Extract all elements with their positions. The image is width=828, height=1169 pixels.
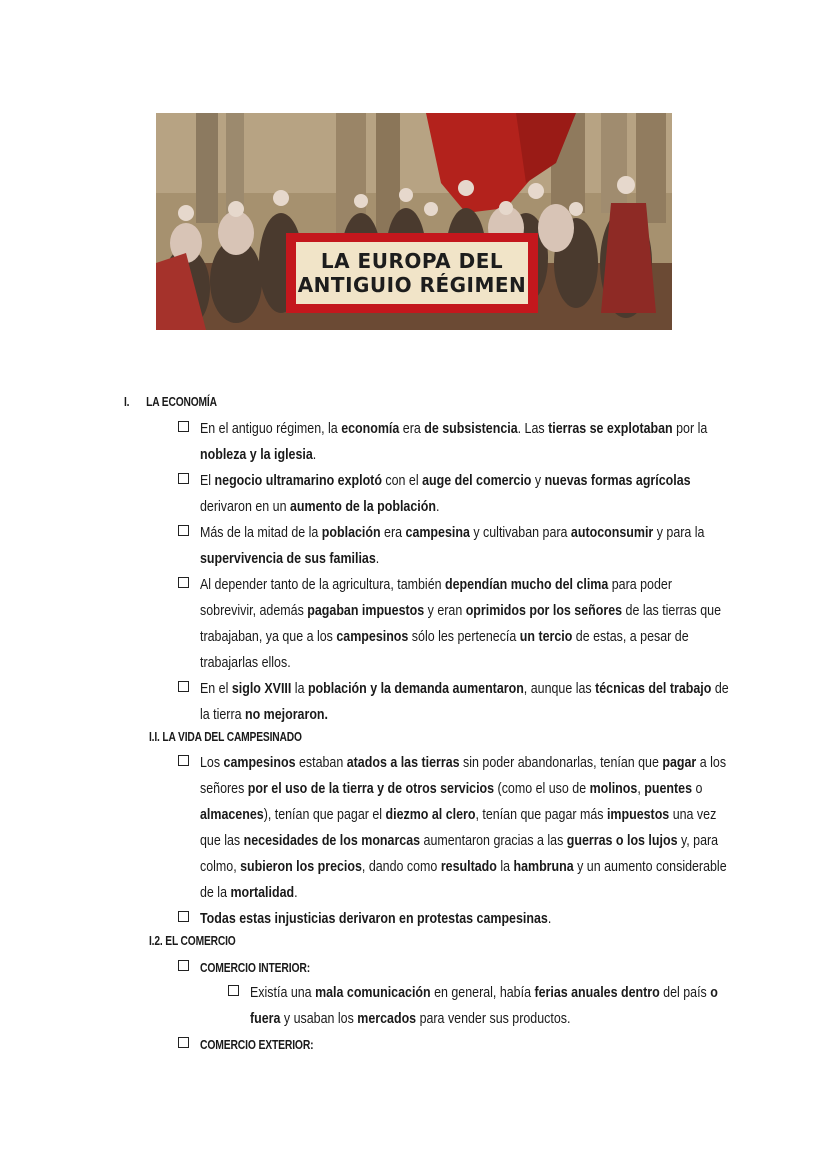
emphasis-text: población xyxy=(321,524,381,541)
checkbox[interactable] xyxy=(178,525,189,536)
body-text: y cultivaban para xyxy=(469,524,571,541)
body-text: . xyxy=(312,446,317,463)
header-banner xyxy=(156,113,672,330)
body-text: a los señores xyxy=(200,754,727,797)
emphasis-text: población y la demanda aumentaron xyxy=(307,680,524,697)
comercio-interior-label: COMERCIO INTERIOR: xyxy=(200,961,310,975)
body-text: derivaron en un xyxy=(200,498,290,515)
item-text xyxy=(250,980,731,1032)
emphasis-text: nobleza y la iglesia xyxy=(200,446,313,463)
emphasis-text: nuevas formas agrícolas xyxy=(544,472,691,489)
body-text: (como el uso de xyxy=(494,780,590,797)
body-text: y eran xyxy=(424,602,466,619)
checkbox[interactable] xyxy=(178,755,189,766)
emphasis-text: hambruna xyxy=(513,858,574,875)
emphasis-text: un tercio xyxy=(519,628,573,645)
body-text: , dando como xyxy=(361,858,441,875)
body-text: . Las xyxy=(517,420,549,437)
emphasis-text: negocio ultramarino explotó xyxy=(214,472,382,489)
body-text: y, para colmo, xyxy=(200,832,719,875)
body-text: una vez que las xyxy=(200,806,717,849)
body-text: , xyxy=(637,780,645,797)
banner-title-line-1: LA EUROPA DEL xyxy=(320,249,504,273)
body-text: aumentaron gracias a las xyxy=(420,832,567,849)
emphasis-text: atados a las tierras xyxy=(346,754,460,771)
body-text: era xyxy=(380,524,406,541)
body-text: Los xyxy=(200,754,224,771)
body-text: y para la xyxy=(653,524,705,541)
emphasis-text: mala comunicación xyxy=(315,984,431,1001)
emphasis-text: diezmo al clero xyxy=(385,806,476,823)
emphasis-text: molinos xyxy=(589,780,638,797)
body-text: de estas, a pesar de trabajarlas ellos. xyxy=(200,628,689,671)
emphasis-text: campesinos xyxy=(336,628,409,645)
emphasis-text: autoconsumir xyxy=(570,524,654,541)
body-text: para poder sobrevivir, además xyxy=(200,576,672,619)
body-text: o xyxy=(691,780,703,797)
body-text: y un aumento considerable de la xyxy=(200,858,727,901)
body-text: la xyxy=(291,680,308,697)
body-text: . xyxy=(435,498,440,515)
item-text xyxy=(200,520,731,572)
banner-title-line-2: ANTIGUIO RÉGIMEN xyxy=(297,273,527,297)
section-heading-economia xyxy=(124,395,217,409)
emphasis-text: Todas estas injusticias derivaron en protestas campesinas xyxy=(200,910,548,927)
banner-title-panel xyxy=(296,242,528,304)
body-text: En el antiguo régimen, la xyxy=(200,420,342,437)
emphasis-text: subieron los precios xyxy=(240,858,362,875)
section-number: I. xyxy=(124,395,130,409)
body-text: con el xyxy=(381,472,423,489)
section-title: LA ECONOMÍA xyxy=(146,395,217,409)
emphasis-text: resultado xyxy=(440,858,497,875)
item-text xyxy=(200,906,731,932)
checkbox[interactable] xyxy=(178,1037,189,1048)
body-text: del país xyxy=(659,984,711,1001)
emphasis-text: puentes xyxy=(644,780,692,797)
body-text: sólo les pertenecía xyxy=(408,628,520,645)
emphasis-text: supervivencia de sus familias xyxy=(200,550,376,567)
checkbox[interactable] xyxy=(228,985,239,996)
item-text xyxy=(200,416,731,468)
emphasis-text: auge del comercio xyxy=(422,472,532,489)
body-text: de la tierra xyxy=(200,680,729,723)
emphasis-text: tierras se explotaban xyxy=(548,420,673,437)
emphasis-text: impuestos xyxy=(606,806,670,823)
body-text: Al depender tanto de la agricultura, también xyxy=(200,576,446,593)
emphasis-text: campesina xyxy=(405,524,470,541)
body-text: El xyxy=(200,472,215,489)
body-text: . xyxy=(375,550,380,567)
emphasis-text: aumento de la población xyxy=(289,498,436,515)
subsection-heading-comercio: I.2. EL COMERCIO xyxy=(149,934,236,948)
body-text: sin poder abandonarlas, tenían que xyxy=(459,754,663,771)
body-text: y xyxy=(531,472,545,489)
item-text xyxy=(200,468,731,520)
body-text: en general, había xyxy=(430,984,535,1001)
emphasis-text: mercados xyxy=(357,1010,417,1027)
body-text: para vender sus productos. xyxy=(416,1010,571,1027)
item-text xyxy=(200,750,731,906)
item-text xyxy=(200,955,731,981)
body-text: estaban xyxy=(295,754,347,771)
subsection-heading-campesinado: I.I. LA VIDA DEL CAMPESINADO xyxy=(149,730,302,744)
item-text xyxy=(200,572,731,676)
emphasis-text: oprimidos por los señores xyxy=(465,602,623,619)
checkbox[interactable] xyxy=(178,911,189,922)
emphasis-text: de subsistencia xyxy=(424,420,518,437)
emphasis-text: pagar xyxy=(662,754,697,771)
item-text xyxy=(200,1032,731,1058)
body-text: y usaban los xyxy=(280,1010,358,1027)
emphasis-text: o fuera xyxy=(250,984,718,1027)
emphasis-text: almacenes xyxy=(200,806,264,823)
body-text: por la xyxy=(672,420,708,437)
body-text: Existía una xyxy=(250,984,316,1001)
banner-title-frame xyxy=(286,233,538,313)
emphasis-text: necesidades de los monarcas xyxy=(243,832,421,849)
body-text: , tenían que pagar más xyxy=(475,806,607,823)
body-text: Más de la mitad de la xyxy=(200,524,322,541)
checkbox[interactable] xyxy=(178,473,189,484)
emphasis-text: técnicas del trabajo xyxy=(595,680,712,697)
emphasis-text: siglo XVIII xyxy=(231,680,292,697)
emphasis-text: campesinos xyxy=(223,754,296,771)
emphasis-text: no mejoraron. xyxy=(244,706,328,723)
emphasis-text: ferias anuales dentro xyxy=(534,984,660,1001)
item-text xyxy=(200,676,731,728)
comercio-exterior-label: COMERCIO EXTERIOR: xyxy=(200,1038,314,1052)
emphasis-text: mortalidad xyxy=(230,884,295,901)
body-text: ), tenían que pagar el xyxy=(263,806,386,823)
body-text: , aunque las xyxy=(523,680,596,697)
body-text: En el xyxy=(200,680,232,697)
emphasis-text: pagaban impuestos xyxy=(307,602,425,619)
emphasis-text: dependían mucho del clima xyxy=(445,576,609,593)
checkbox[interactable] xyxy=(178,421,189,432)
emphasis-text: guerras o los lujos xyxy=(566,832,678,849)
body-text: . xyxy=(294,884,298,901)
emphasis-text: por el uso de la tierra y de otros servicios xyxy=(247,780,495,797)
emphasis-text: economía xyxy=(341,420,400,437)
checkbox[interactable] xyxy=(178,681,189,692)
checkbox[interactable] xyxy=(178,577,189,588)
body-text: . xyxy=(547,910,552,927)
body-text: la xyxy=(496,858,514,875)
body-text: de las tierras que trabajaban, ya que a los xyxy=(200,602,722,645)
checkbox[interactable] xyxy=(178,960,189,971)
body-text: era xyxy=(399,420,425,437)
